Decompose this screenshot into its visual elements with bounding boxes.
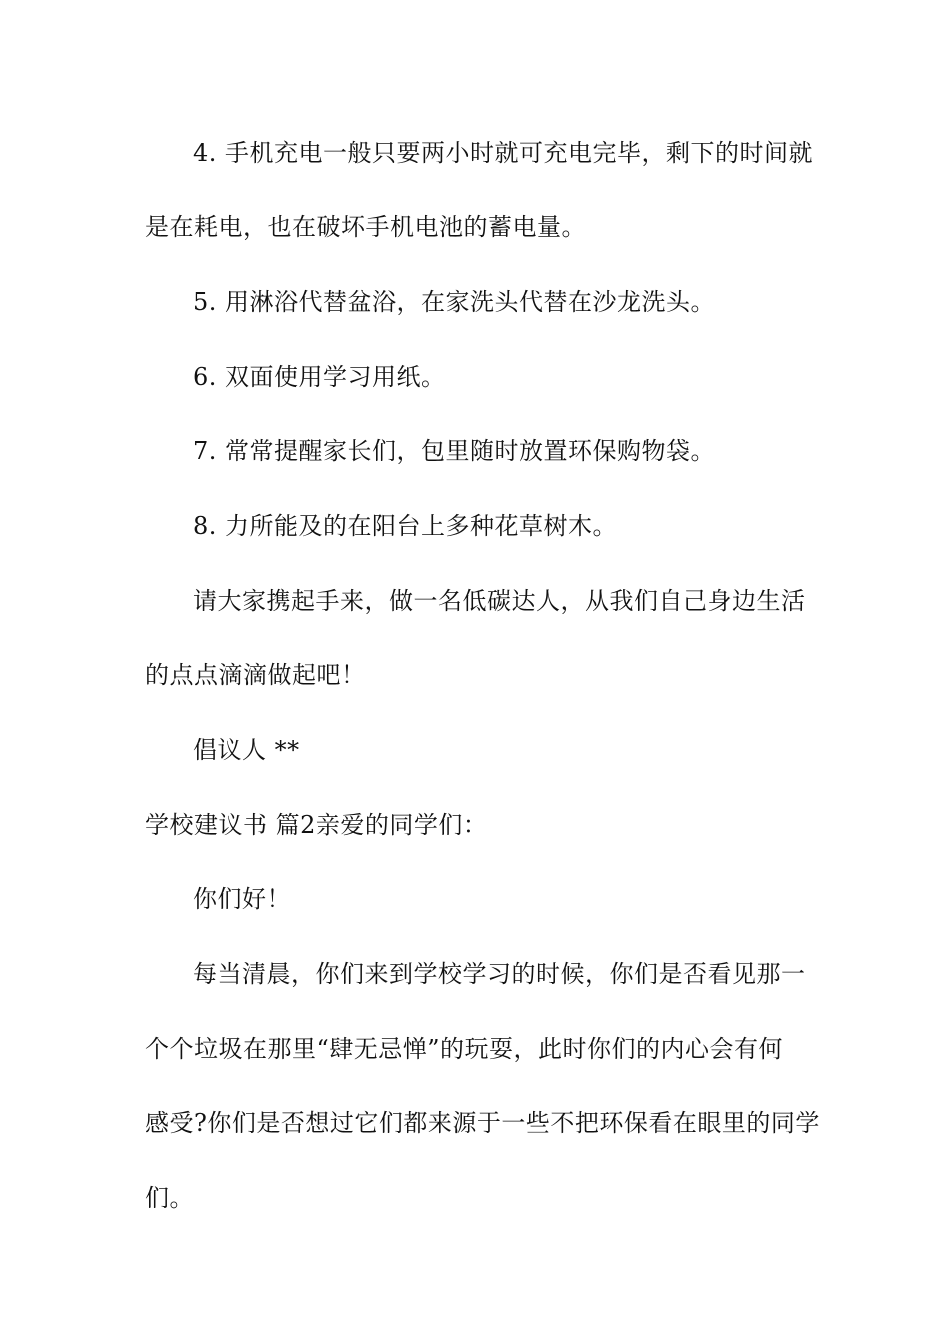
paragraph-item-4-line-2: 是在耗电，也在破坏手机电池的蓄电量。 <box>145 213 586 241</box>
body-paragraph-line-4: 们。 <box>145 1184 194 1212</box>
body-paragraph-line-1: 每当清晨，你们来到学校学习的时候，你们是否看见那一 <box>193 960 806 988</box>
paragraph-item-4-line-1: 4. 手机充电一般只要两小时就可充电完毕，剩下的时间就 <box>193 139 814 167</box>
body-paragraph-line-2: 个个垃圾在那里“肆无忌惮”的玩耍，此时你们的内心会有何 <box>145 1035 784 1063</box>
paragraph-item-6: 6. 双面使用学习用纸。 <box>193 363 446 391</box>
paragraph-item-5: 5. 用淋浴代替盆浴，在家洗头代替在沙龙洗头。 <box>193 288 716 316</box>
section-heading: 学校建议书 篇2亲爱的同学们： <box>145 811 488 839</box>
appeal-paragraph-line-1: 请大家携起手来，做一名低碳达人，从我们自己身边生活 <box>193 587 806 615</box>
greeting: 你们好！ <box>193 885 291 913</box>
proposer-signature: 倡议人 ** <box>193 736 300 764</box>
paragraph-item-7: 7. 常常提醒家长们，包里随时放置环保购物袋。 <box>193 437 716 465</box>
paragraph-item-8: 8. 力所能及的在阳台上多种花草树木。 <box>193 512 618 540</box>
appeal-paragraph-line-2: 的点点滴滴做起吧！ <box>145 661 366 689</box>
body-paragraph-line-3: 感受?你们是否想过它们都来源于一些不把环保看在眼里的同学 <box>145 1109 820 1137</box>
